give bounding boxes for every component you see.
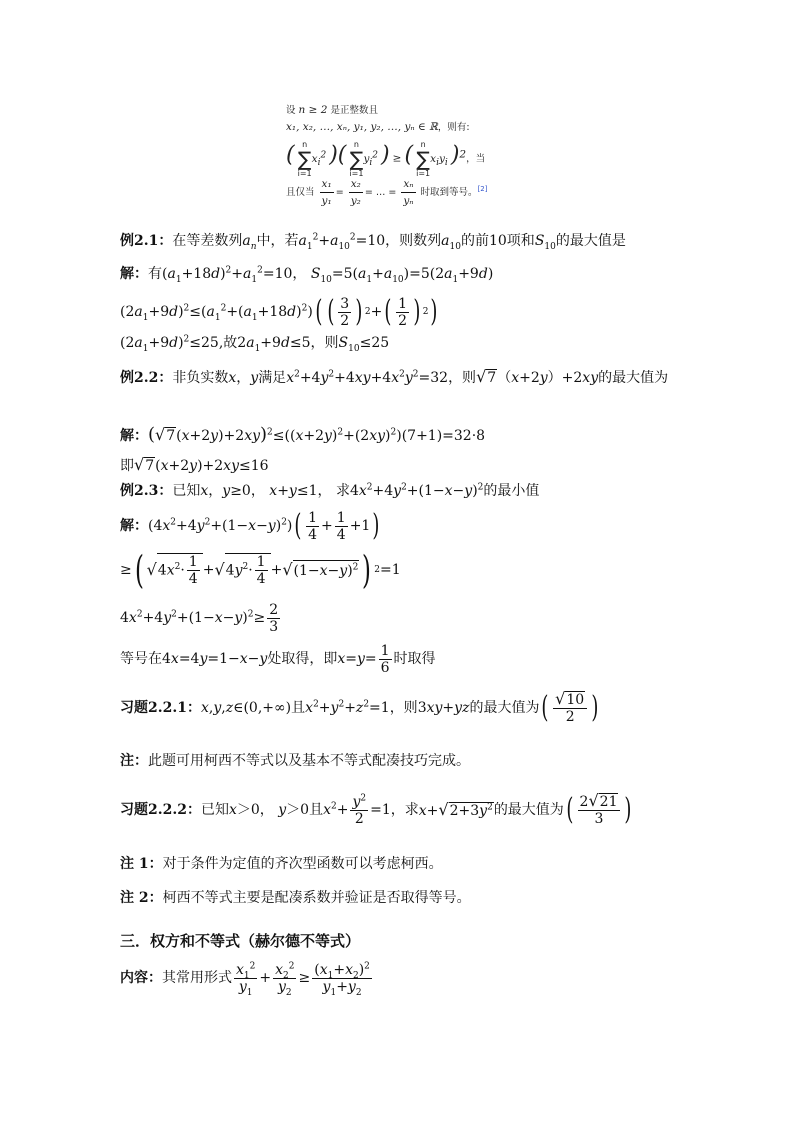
note-1: 注 1：对于条件为定值的齐次型函数可以考虑柯西。 (120, 856, 443, 872)
example-2-2-solution-1: 解：$(√7(x+2y)+2xy)^2\le((x+2y)^2+(2xy)^2)(7+1)=32\cdot 8$ (120, 424, 486, 445)
quote-line-2: x₁, x₂, …, xₙ, y₁, y₂, …, yₙ ∈ ℝ，则有: (286, 121, 470, 133)
example-2-1-statement: 例2.1：在等差数列$a_n$中，若$a_1^2+a_{10}^2=10$，则数列$a_{10}$的前10项和$S_{10}$的最大值是 (120, 232, 626, 252)
reference-link[interactable]: [2] (477, 184, 488, 193)
section-3-heading: 三．权方和不等式（赫尔德不等式） (120, 932, 361, 950)
example-2-2-solution-2: 即√7(x+2y)+2xy≤16 (120, 455, 269, 474)
example-2-1-solution-1: 解：有$(a_1+18d)^2+a_1^2=10$， $S_{10}=5(a_1+a_{10})=5(2a_1+9d)$ (120, 265, 494, 285)
example-2-2-statement: 例2.2：非负实数x，y满足$x^2+4y^2+4xy+4x^2y^2=32$，则√7（x+2y）+2xy的最大值为 (120, 367, 669, 386)
example-2-3-solution-3: $4x^2+4y^2+(1-x-y)^2\ge$ $\frac{2}{3}$ (120, 601, 279, 635)
example-2-3-solution-1: 解： $(4x^2+4y^2+(1-x-y)^2)$ ( $\frac{1}{4}$ + $\frac{1}{4}$ +1 ) (120, 508, 380, 543)
quote-line-1: 设 n ≥ 2 是正整数且 (286, 104, 378, 116)
example-2-1-solution-3: $(2a_1+9d)^2\le 25$,故$2a_1+9d\le 5$，则$S_{10}\le 25$ (120, 334, 390, 354)
quote-line-3: ( n ∑ i=1 $x_i^2$ )( n ∑ i=1 $y_i^2$ ) ≥ ( n ∑ i=1 $x_iy_i$ )$^2$，当 (286, 140, 486, 178)
example-2-3-equality: 等号在 4x=4y=1−x−y 处取得，即 x=y= $\frac{1}{6}$ 时取得 (120, 642, 436, 676)
example-2-1-solution-2: $(2a_1+9d)^2\le(a_1^2+(a_1+18d)^2)$ ( ( $\frac{3}{2}$ ) 2 + ( $\frac{1}{2}$ ) 2 ) (120, 294, 438, 329)
example-2-3-solution-2: ≥ ( √ $4x^2\cdot$ $\frac{1}{4}$ + √ $4y^2\cdot$ $\frac{1}{4}$ + √ $(1-x-y)^2$ ) 2 =1 (120, 548, 401, 592)
section-3-content: 内容： 其常用形式 $\frac{x_1^2}{y_1}$ + $\frac{x_2^2}{y_2}$ ≥ $\frac{(x_1+x_2)^2}{y_1+y_2}$ (120, 960, 370, 998)
exercise-2-2-2: 习题2.2.2： 已知 x＞0， y＞0 且 $x^2+$ $\frac{y^2}{2}$ =1 ，求 $x+√2+3y^2$ 的最大值为 ( $\frac{2√21}{3}$ ) (120, 791, 632, 827)
note-cauchy: 注：此题可用柯西不等式以及基本不等式配凑技巧完成。 (120, 753, 470, 769)
exercise-2-2-1: 习题2.2.1： x,y,z∈(0,+∞) 且 $x^2+y^2+z^2=1$ ，则 3xy+yz 的最大值为 ( $\frac{√10}{2}$ ) (120, 689, 599, 725)
note-2: 注 2：柯西不等式主要是配凑系数并验证是否取得等号。 (120, 890, 471, 906)
example-2-3-statement: 例2.3：已知x，y≥0， x+y≤1， 求$4x^2+4y^2+(1-x-y)^2$的最小值 (120, 482, 540, 499)
quote-line-4: 且仅当 $\frac{\text{x₁}}{\text{y₁}}$ = $\frac{\text{x₂}}{\text{y₂}}$ = … = $\frac{\text{xₙ}}{\text{yₙ}}$ 时取到等号。[2] (286, 178, 488, 207)
